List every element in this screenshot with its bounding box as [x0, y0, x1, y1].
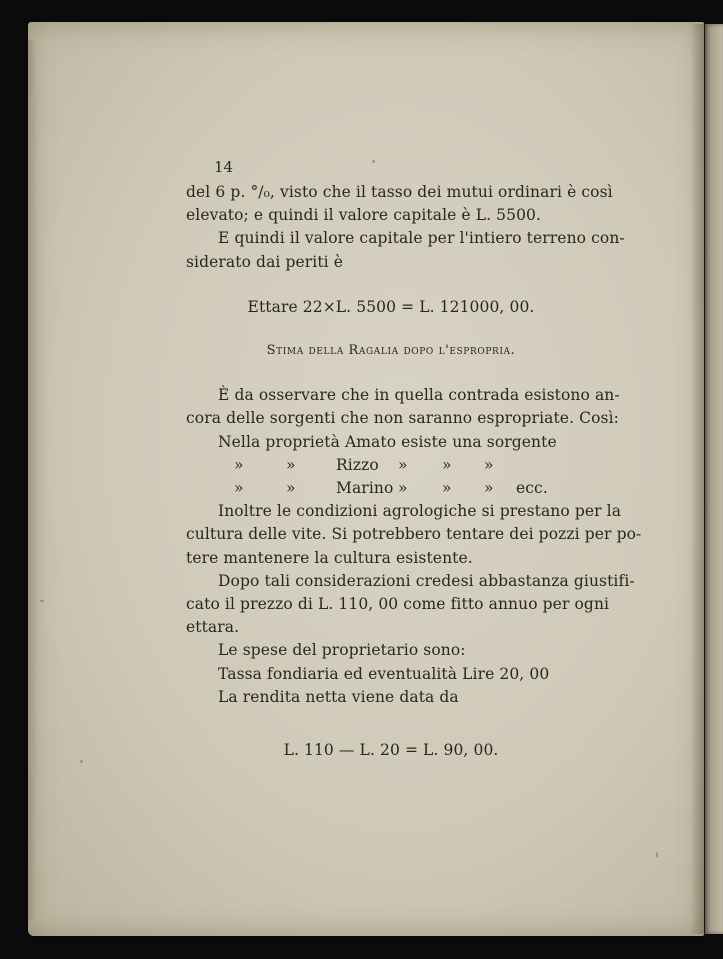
text-line: siderato dai periti è: [186, 252, 344, 271]
text-line: Tassa fondiaria ed eventualità Lire 20, 00: [218, 664, 550, 683]
paper-speck: [40, 600, 44, 602]
ditto-mark: »: [398, 479, 408, 498]
adjacent-page-edge: [705, 24, 723, 934]
text-line: Inoltre le condizioni agrologiche si prestano per la: [218, 502, 622, 521]
equation-line: L. 110 — L. 20 = L. 90, 00.: [283, 741, 499, 760]
text-line: cultura delle vite. Si potrebbero tentare dei pozzi per po-: [186, 525, 642, 544]
ditto-mark: »: [234, 479, 244, 498]
ditto-mark: »: [234, 455, 244, 474]
ditto-mark: »: [442, 455, 452, 474]
page-number: 14: [214, 158, 234, 176]
text-line: del 6 p. °/₀, visto che il tasso dei mutui ordinari è così: [186, 183, 613, 201]
text-line: cora delle sorgenti che non saranno espropriate. Così:: [186, 409, 619, 428]
ditto-mark: »: [286, 455, 296, 474]
paper-speck: [656, 852, 658, 858]
text-line: Dopo tali considerazioni credesi abbastanza giustifi-: [218, 571, 635, 590]
ditto-tail: ecc.: [516, 479, 548, 498]
worn-left-edge: [28, 40, 44, 920]
text-line: La rendita netta viene data da: [218, 687, 459, 706]
body-text: [186, 181, 642, 762]
ditto-name: Marino: [336, 479, 394, 498]
text-line: elevato; e quindi il valore capitale è L. 5500.: [186, 206, 542, 225]
paper-speck: [372, 160, 375, 163]
ditto-mark: »: [442, 479, 452, 498]
text-line: ettara.: [186, 618, 240, 637]
text-line: cato il prezzo di L. 110, 00 come fitto annuo per ogni: [186, 595, 610, 614]
ditto-mark: »: [484, 479, 494, 498]
ditto-mark: »: [398, 455, 408, 474]
ditto-mark: »: [286, 479, 296, 498]
ditto-row: [186, 454, 596, 477]
text-line: tere mantenere la cultura esistente.: [186, 548, 473, 567]
ditto-mark: »: [484, 455, 494, 474]
text-line: Le spese del proprietario sono:: [218, 641, 466, 660]
text-line: È da osservare che in quella contrada esistono an-: [218, 386, 620, 405]
section-heading: Stima della Ragalia dopo l'espropria.: [266, 343, 516, 359]
text-line: Nella proprietà Amato esiste una sorgente: [218, 432, 557, 451]
equation-line: Ettare 22×L. 5500 = L. 121000, 00.: [247, 297, 535, 316]
text-line: E quindi il valore capitale per l'intiero terreno con-: [218, 229, 625, 248]
ditto-row: [186, 477, 596, 500]
ditto-name: Rizzo: [336, 455, 379, 474]
paper-speck: [80, 760, 83, 763]
spine-shadow: [690, 24, 706, 934]
